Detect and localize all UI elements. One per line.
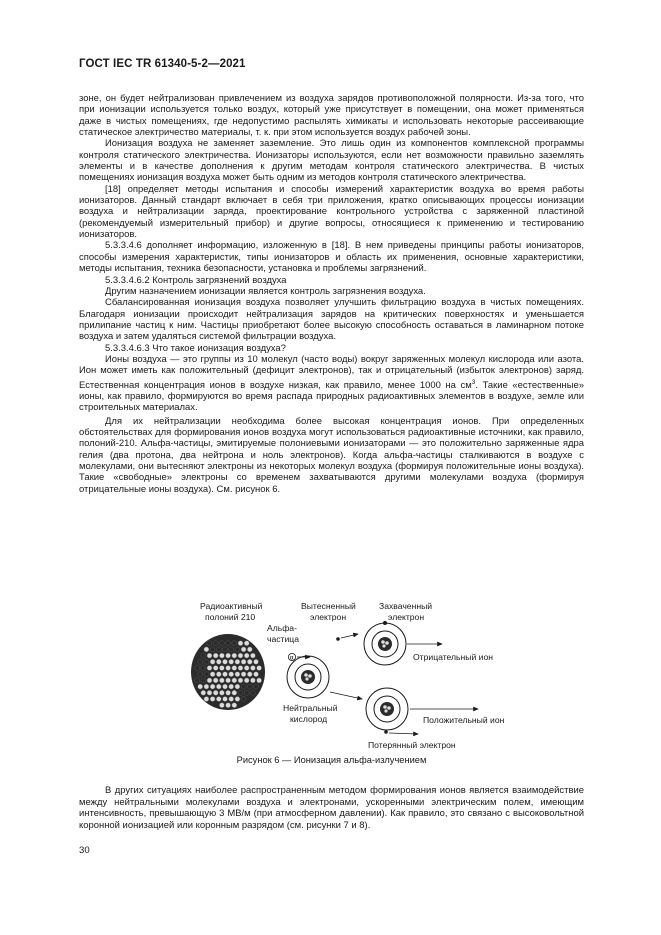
positive-ion-atom	[366, 688, 408, 730]
source-particle	[213, 653, 218, 658]
document-header: ГОСТ IEC TR 61340-5-2—2021	[79, 58, 246, 70]
source-particle	[244, 641, 249, 646]
source-particle	[210, 672, 215, 677]
ions-text-b: . Такие «естественные» ионы, как правило, формируются во время распада природных радиоактивных элементов в воздухе, земле или строительных материалах.	[79, 379, 585, 414]
source-particle	[247, 647, 252, 652]
source-particle	[238, 641, 243, 646]
source-particle	[204, 659, 209, 664]
label-positive-ion: Положительный ион	[423, 715, 505, 725]
source-particle	[204, 697, 209, 702]
source-particle	[226, 703, 231, 708]
paragraph: зоне, он будет нейтрализован привлечением из воздуха зарядов противоположной полярности. Из-за того, что при ионизации используется только воздух, который уже присутствует в помещении, она может применяться даже в чистых помещениях, где недопустимо распылять химикаты и использовать некоторые рассеивающие статическое электричество материалы, т. к. при этом используется воздух рабочей зоны.	[79, 93, 584, 139]
source-particle	[207, 678, 212, 683]
source-particle	[247, 672, 252, 677]
after-figure-text	[79, 785, 584, 831]
label-negative-ion: Отрицательный ион	[413, 652, 493, 662]
paragraph: [18] определяет методы испытания и способы измерений характеристик воздуха во время работы ионизаторов. Данный стандарт включает в себя три приложения, кратко описывающих процессы ионизации воздуха и нейтрализации заряда, проектирование контрольного устройства с заряженной пластиной (рекомендуемый измерительный прибор) и другие вопросы, относящиеся к применению и тестированию ионизаторов.	[79, 183, 584, 241]
paragraph: Другим назначением ионизации является контроль загрязнения воздуха.	[105, 285, 426, 297]
alpha-symbol: α	[289, 654, 294, 662]
paragraph: 5.3.3.4.6 дополняет информацию, изложенную в [18]. В нем приведены принципы работы ионизаторов, способы измерения характеристик, типы ионизаторов и область их применения, основные характеристики, методы испытания, техника безопасности, установка и проблемы загрязнений.	[79, 240, 584, 275]
source-particle	[229, 659, 234, 664]
source-particle	[232, 666, 237, 671]
source-particle	[232, 641, 237, 646]
source-particle	[254, 672, 259, 677]
source-particle	[241, 659, 246, 664]
displaced-arrow	[341, 634, 358, 638]
label-displaced-1: Вытесненный	[301, 601, 356, 611]
lost-electron	[384, 730, 388, 734]
source-particle	[226, 653, 231, 658]
source-particle	[210, 659, 215, 664]
source-particle	[195, 666, 200, 671]
figure-diagram	[178, 597, 518, 755]
source-particle	[229, 672, 234, 677]
source-particle	[238, 653, 243, 658]
paragraph: Сбалансированная ионизация воздуха позволяет улучшить фильтрацию воздуха в чистых помещениях. Благодаря ионизации происходит нейтрализация зарядов на критических поверхностях и уменьшается прилипание частиц к ним. Частицы приобретают более высокую способность оставаться в ламинарном потоке воздуха и затем удаляться системой фильтрации воздуха.	[79, 297, 584, 343]
source-particle	[219, 653, 224, 658]
source-particle	[219, 641, 224, 646]
label-source-1: Радиоактивный	[200, 601, 263, 611]
source-particle	[198, 659, 203, 664]
source-particle	[247, 684, 252, 689]
source-particle	[207, 666, 212, 671]
source-particle	[213, 678, 218, 683]
source-particle	[244, 653, 249, 658]
paragraph: В других ситуациях наиболее распространенным методом формирования ионов является взаимодействие между нейтральными молекулами воздуха и электронами, ускоренными электрическим полем, имеющим интенсивность, превышающую 3 МВ/м (при атмосферном давлении). Как правило, это связано с высоковольтной коронной ионизацией или коронным разрядом (см. рисунки 7 и 8).	[79, 785, 584, 831]
source-particle	[250, 666, 255, 671]
source-particle	[250, 690, 255, 695]
source-particle	[210, 684, 215, 689]
label-displaced-2: электрон	[310, 612, 347, 622]
source-particle	[213, 690, 218, 695]
negative-ion-atom	[364, 621, 406, 665]
source-particle	[223, 659, 228, 664]
source-particle	[207, 690, 212, 695]
figure-caption: Рисунок 6 — Ионизация альфа-излучением	[236, 755, 427, 765]
source-particle	[244, 690, 249, 695]
source-particle	[223, 672, 228, 677]
page-number: 30	[79, 845, 90, 856]
source-particle	[238, 678, 243, 683]
label-alpha-2: частица	[267, 634, 299, 644]
section-heading: 5.3.3.4.6.2 Контроль загрязнений воздуха	[105, 274, 287, 286]
source-particle	[238, 690, 243, 695]
source-particle	[204, 684, 209, 689]
source-particle	[241, 672, 246, 677]
source-particle	[226, 666, 231, 671]
source-particle	[210, 697, 215, 702]
source-particle	[216, 697, 221, 702]
source-particle	[257, 678, 262, 683]
source-particle	[213, 666, 218, 671]
source-particle	[229, 684, 234, 689]
label-neutral-1: Нейтральный	[283, 703, 338, 713]
section-heading: 5.3.3.4.6.3 Что такое ионизация воздуха?	[105, 342, 286, 354]
source-particle	[207, 653, 212, 658]
paragraph: Для их нейтрализации необходима более высокая концентрация ионов. При определенных обстоятельствах для формирования ионов воздуха могут использоваться радиоактивные источники, как правило, полоний-210. Альфа-частицы, эмитируемые полониевыми ионизаторами — это положительно заряженные ядра гелия (два протона, два нейтрона и ноль электронов). Когда альфа-частицы сталкиваются в воздухе с молекулами, они вытесняют электроны из некоторых молекул воздуха (формируя положительные ионы воздуха). Такие «свободные» электроны со временем захватываются другими молекулами воздуха (формируя отрицательные ионы воздуха). См. рисунок 6.	[79, 415, 584, 495]
source-particle	[223, 684, 228, 689]
source-particle	[250, 678, 255, 683]
figure-alpha-ionization	[178, 597, 518, 755]
label-captured-2: электрон	[388, 612, 425, 622]
source-particle	[219, 690, 224, 695]
source-particle	[254, 659, 259, 664]
source-particle	[229, 697, 234, 702]
source-particle	[223, 647, 228, 652]
source-particle	[247, 659, 252, 664]
label-neutral-2: кислород	[290, 714, 328, 724]
source-particle	[198, 684, 203, 689]
source-particle	[235, 672, 240, 677]
ions-text-a: Ионы воздуха — это группы из 10 молекул (часто воды) вокруг заряженных молекул кислорода или азота. Ион может иметь как положительный (дефицит электронов), так и отрицательный (избыток электронов) заряд. Естественная концентрация ионов в воздухе низкая, как правило, менее 1000 на см	[79, 353, 584, 391]
label-source-2: полоний 210	[205, 612, 256, 622]
source-particle	[241, 647, 246, 652]
source-particle	[250, 653, 255, 658]
source-particle	[235, 684, 240, 689]
source-particle	[238, 666, 243, 671]
source-particle	[219, 703, 224, 708]
paragraph-ions	[79, 354, 584, 414]
source-particle	[254, 684, 259, 689]
source-particle	[235, 647, 240, 652]
superscript: 3	[471, 378, 476, 386]
source-particle	[232, 703, 237, 708]
positive-ion-path-arrow	[330, 692, 362, 699]
source-particle	[257, 666, 262, 671]
source-particle	[244, 678, 249, 683]
label-captured-1: Захваченный	[379, 601, 433, 611]
source-particle	[216, 647, 221, 652]
source-particle	[241, 684, 246, 689]
source-particle	[219, 678, 224, 683]
paragraph: Ионизация воздуха не заменяет заземление. Это лишь один из компонентов комплексной программы контроля статического электричества. Ионизаторы используются, если нет возможности правильно заземлять элементы и в качестве дополнения к другим методам контроля статического электричества. В чистых помещениях ионизация воздуха может быть одним из методов контроля статического электричества.	[79, 138, 584, 184]
source-particle	[226, 690, 231, 695]
source-particle	[216, 659, 221, 664]
source-particle	[201, 666, 206, 671]
source-particle	[232, 690, 237, 695]
label-alpha-1: Альфа-	[267, 623, 297, 633]
source-particle	[235, 697, 240, 702]
displaced-electron	[336, 637, 340, 641]
source-particle	[229, 647, 234, 652]
source-particle	[204, 672, 209, 677]
source-particle	[201, 653, 206, 658]
source-particle	[201, 678, 206, 683]
source-particle	[204, 647, 209, 652]
source-particle	[244, 666, 249, 671]
source-particle	[232, 653, 237, 658]
polonium-source	[191, 634, 265, 710]
source-particle	[226, 641, 231, 646]
source-particle	[219, 666, 224, 671]
source-particle	[223, 697, 228, 702]
neutral-oxygen-atom	[287, 656, 329, 698]
source-particle	[213, 641, 218, 646]
source-particle	[207, 641, 212, 646]
label-lost-electron: Потерянный электрон	[368, 740, 456, 750]
source-particle	[241, 697, 246, 702]
source-particle	[201, 690, 206, 695]
source-particle	[216, 672, 221, 677]
source-particle	[226, 678, 231, 683]
source-particle	[232, 678, 237, 683]
body-text	[79, 93, 584, 495]
source-particle	[216, 684, 221, 689]
source-particle	[198, 672, 203, 677]
source-particle	[235, 659, 240, 664]
lost-electron-arrow	[389, 733, 418, 734]
source-particle	[195, 678, 200, 683]
source-particle	[210, 647, 215, 652]
